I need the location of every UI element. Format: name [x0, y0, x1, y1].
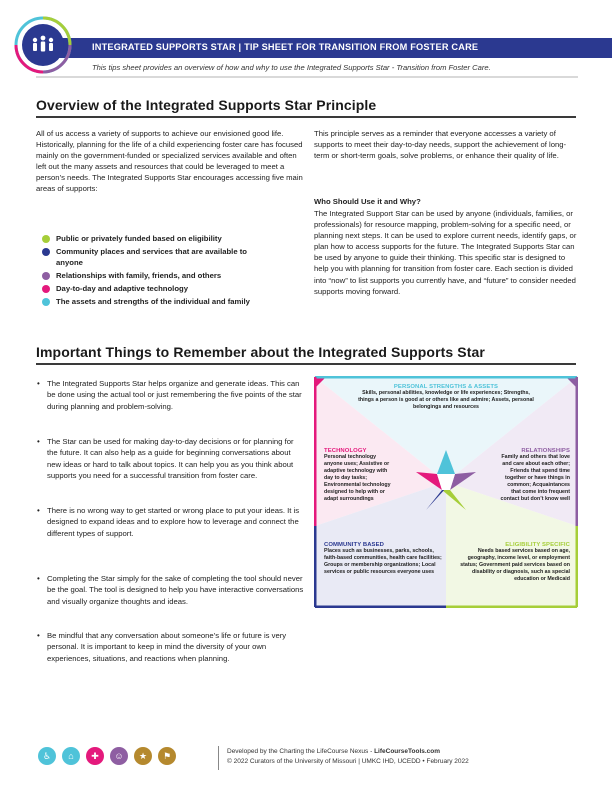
lifecourse-logo-icon: [14, 16, 72, 74]
bullet-icon: •: [37, 631, 40, 640]
technology-dot-icon: [42, 285, 50, 293]
footer-credit: Developed by the Charting the LifeCourse Nexus - LifeCourseTools.com: [227, 748, 441, 755]
remember-bullet: • Completing the Star simply for the sake of completing the tool should never be the goal. The tool is designed to help you have interactive conversations and visually organize thoughts and ideas.: [37, 574, 304, 606]
support-item-eligibility: Public or privately funded based on eligibility: [56, 234, 222, 243]
health-icon: ✚: [86, 747, 104, 765]
eligibility-specific-label: ELIGIBILITY SPECIFIC Needs based services based on age, geography, income level, or employment status; Government paid services based on disability or diagnosis, such as special education or Medicaid: [460, 542, 570, 582]
remember-underline: [36, 363, 576, 365]
overview-underline: [36, 116, 576, 118]
remember-bullet: • The Star can be used for making day-to-day decisions or for planning for the future. It can also help as a guide for beginning conversations about new ideas or hard to talk about topics. It can help you as you think about supports you need for a successful transition from foster care.: [37, 437, 294, 481]
support-item-personal: The assets and strengths of the individual and family: [56, 297, 250, 306]
who-should-use-heading: Who Should Use it and Why?: [314, 197, 421, 206]
remember-bullet: • There is no wrong way to get started or wrong place to put your ideas. It is designed to expand ideas and to explore how to leverage and connect the different types of support.: [37, 506, 300, 538]
integrated-supports-star-diagram: [314, 376, 578, 608]
technology-label: TECHNOLOGY Personal technology anyone uses; Assistive or adaptive technology with day to day tasks; Environmental technology designed to help with or adapt surroundings: [324, 448, 391, 502]
bullet-icon: •: [37, 437, 40, 446]
overview-right-paragraph: This principle serves as a reminder that everyone accesses a variety of supports to meet their day-to-day needs, support the achievement of long-term or short-term goals, solve problems, or enhance their quality of life.: [314, 129, 567, 161]
community-dot-icon: [42, 248, 50, 256]
remember-heading: Important Things to Remember about the Integrated Supports Star: [36, 344, 485, 360]
bullet-icon: •: [37, 379, 40, 388]
daily-life-icon: ♿: [38, 747, 56, 765]
support-item-relationships: Relationships with family, friends, and others: [56, 271, 222, 280]
header-title: INTEGRATED SUPPORTS STAR | TIP SHEET FOR TRANSITION FROM FOSTER CARE: [92, 42, 479, 52]
relationships-label: RELATIONSHIPS Family and others that love and care about each other; Friends that spend time together or have things in common; Acquaintances that come into frequent contact but don’t know well: [500, 448, 570, 502]
footer-copyright: © 2022 Curators of the University of Missouri | UMKC IHD, UCEDD • February 2022: [227, 758, 469, 765]
personal-strengths-label: PERSONAL STRENGTHS & ASSETS Skills, personal abilities, knowledge or life experiences; Strengths, things a person is good at or others like and admire; Assets, personal belongings and resources: [358, 384, 534, 410]
lifecourse-tools-link[interactable]: LifeCourseTools.com: [374, 748, 441, 755]
who-should-use-paragraph: The Integrated Support Star can be used by anyone (individuals, families, or professionals) for resource mapping, problem-solving for a specific need, or planning next steps. It can be used to explore current needs, identify gaps, or plan how to access supports for the future. The Integrated Supports Star can be used by anyone to guide their thinking. This specific star is designed to help you with planning for transition from foster care. Each section is divided into “now” to list supports you currently have, and “future” to consider needed supports moving forward.: [314, 209, 577, 296]
eligibility-dot-icon: [42, 235, 50, 243]
remember-bullet: • The Integrated Supports Star helps organize and generate ideas. This can be done using the actual tool or just remembering the five points of the star during planning and problem-solving.: [37, 379, 302, 411]
relationships-dot-icon: [42, 272, 50, 280]
remember-bullet: • Be mindful that any conversation about someone’s life or future is very personal. It is important to keep in mind the diversity of your own experiences, situations, and reactions when planning.: [37, 631, 287, 663]
bullet-icon: •: [37, 574, 40, 583]
support-item-community: Community places and services that are available to anyone: [56, 247, 247, 268]
social-icon: ☺: [110, 747, 128, 765]
support-item-technology: Day-to-day and adaptive technology: [56, 284, 188, 293]
header-divider: [36, 76, 578, 78]
header-subtitle: This tips sheet provides an overview of how and why to use the Integrated Supports Star - Transition from Foster Care.: [92, 63, 491, 72]
overview-heading: Overview of the Integrated Supports Star Principle: [36, 97, 377, 113]
community-based-label: COMMUNITY BASED Places such as businesses, parks, schools, faith-based communities, health care facilities; Groups or membership organizations; Local services or public resources everyone uses: [324, 542, 442, 575]
footer-divider: [218, 746, 219, 770]
community-icon: ⌂: [62, 747, 80, 765]
personal-dot-icon: [42, 298, 50, 306]
bullet-icon: •: [37, 506, 40, 515]
overview-left-paragraph: All of us access a variety of supports to achieve our envisioned good life. Historically, planning for the life of a child experiencing foster care has focused mainly on the government-funded or specialized services available and often left out the many assets and resources that could be leveraged to meet a person’s needs. The Integrated Supports Star encourages accessing five main areas of supports:: [36, 129, 303, 194]
safety-icon: ⚑: [158, 747, 176, 765]
citizenship-icon: ★: [134, 747, 152, 765]
